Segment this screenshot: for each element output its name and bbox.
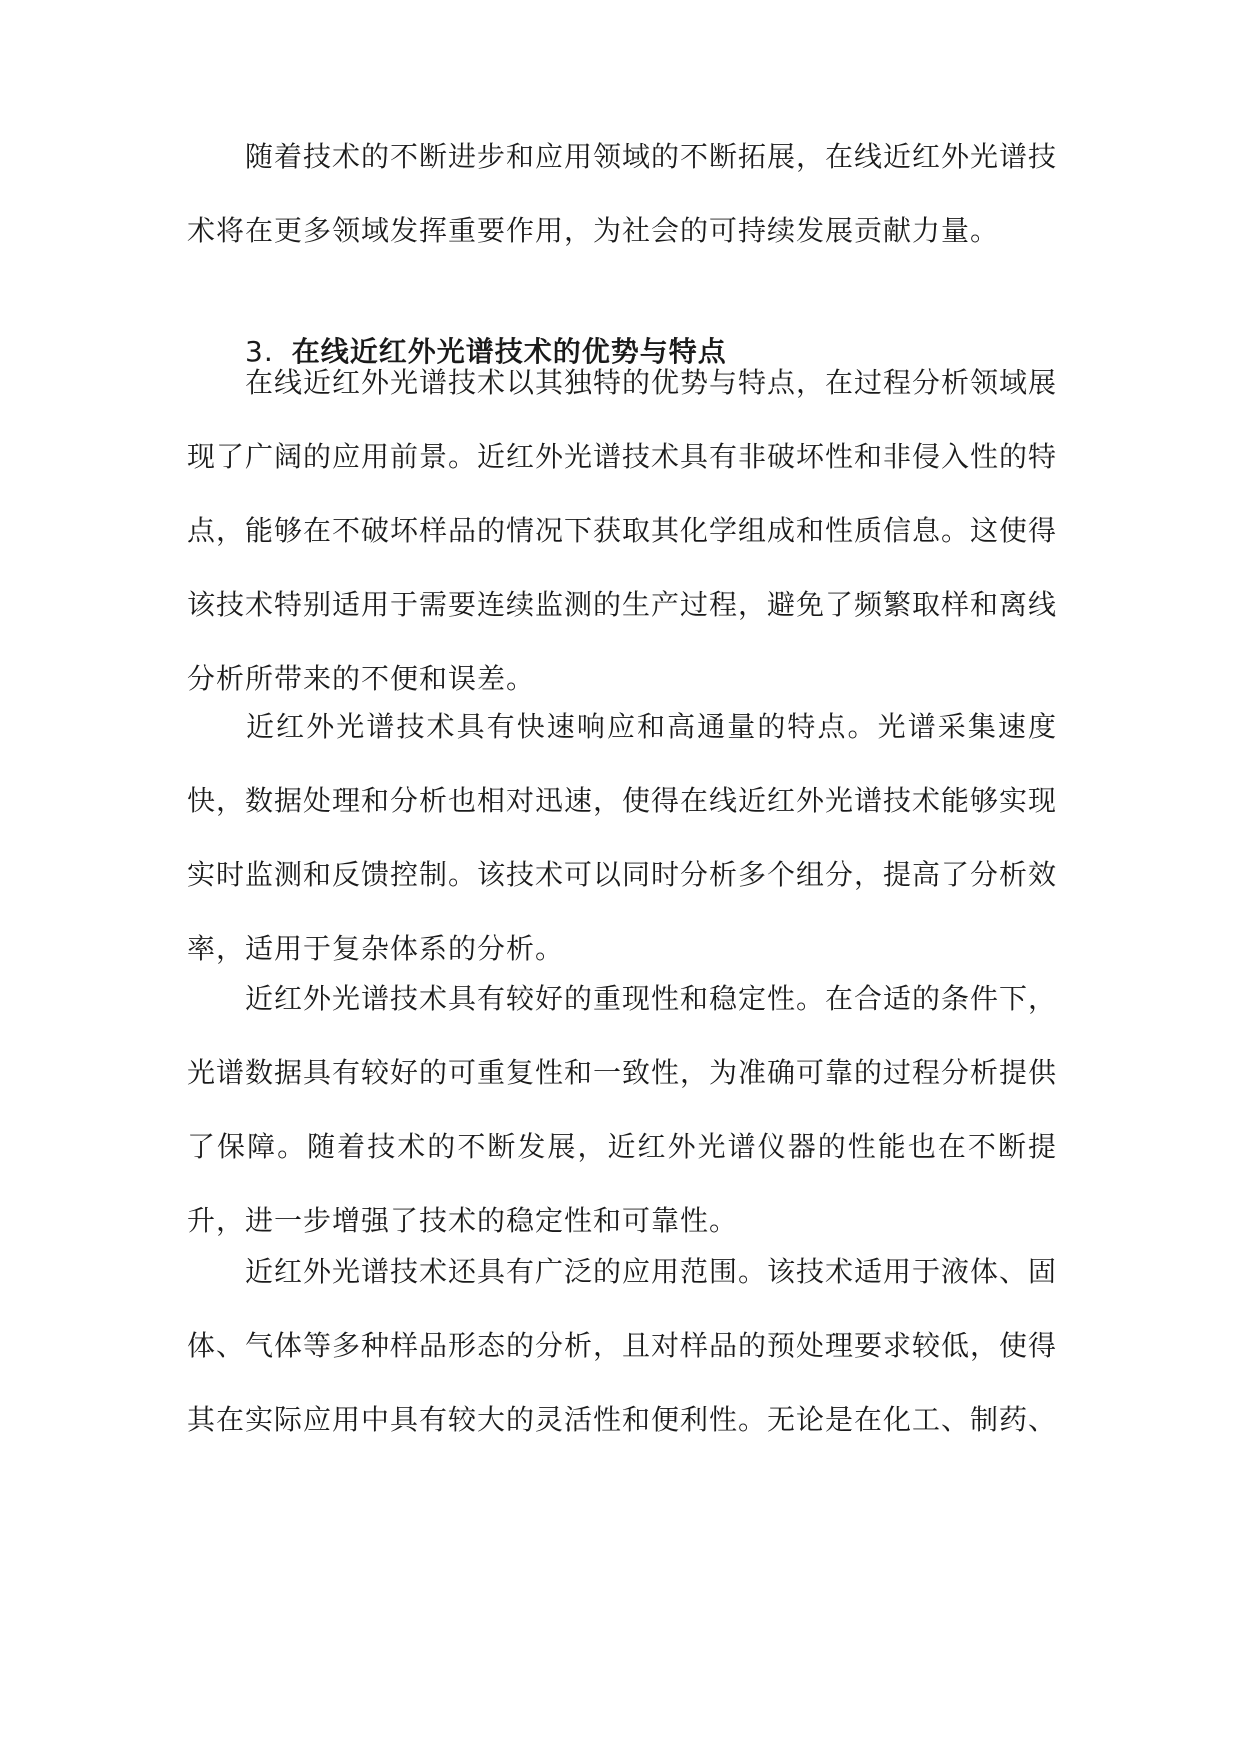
- paragraph-intro-text: 随着技术的不断进步和应用领域的不断拓展，在线近红外光谱技术将在更多领域发挥重要作用，为社会的可持续发展贡献力量。: [187, 140, 1058, 247]
- section-title: 在线近红外光谱技术的优势与特点: [291, 335, 727, 368]
- paragraph-1-text: 在线近红外光谱技术以其独特的优势与特点，在过程分析领域展现了广阔的应用前景。近红外光谱技术具有非破坏性和非侵入性的特点，能够在不破坏样品的情况下获取其化学组成和性质信息。这使得该技术特别适用于需要连续监测的生产过程，避免了频繁取样和离线分析所带来的不便和误差。: [187, 366, 1058, 695]
- section-number: 3.: [245, 335, 274, 368]
- paragraph-intro: [187, 120, 1057, 268]
- paragraph-3-text: 近红外光谱技术具有较好的重现性和稳定性。在合适的条件下，光谱数据具有较好的可重复性和一致性，为准确可靠的过程分析提供了保障。随着技术的不断发展，近红外光谱仪器的性能也在不断提升，进一步增强了技术的稳定性和可靠性。: [187, 982, 1058, 1237]
- paragraph-2: [187, 690, 1057, 986]
- paragraph-4-text: 近红外光谱技术还具有广泛的应用范围。该技术适用于液体、固体、气体等多种样品形态的分析，且对样品的预处理要求较低，使得其在实际应用中具有较大的灵活性和便利性。无论是在化工、制药、: [187, 1255, 1058, 1436]
- paragraph-1: [187, 346, 1057, 716]
- paragraph-2-text: 近红外光谱技术具有快速响应和高通量的特点。光谱采集速度快，数据处理和分析也相对迅速，使得在线近红外光谱技术能够实现实时监测和反馈控制。该技术可以同时分析多个组分，提高了分析效率，适用于复杂体系的分析。: [187, 710, 1058, 965]
- paragraph-4: [187, 1235, 1057, 1457]
- paragraph-3: [187, 962, 1057, 1258]
